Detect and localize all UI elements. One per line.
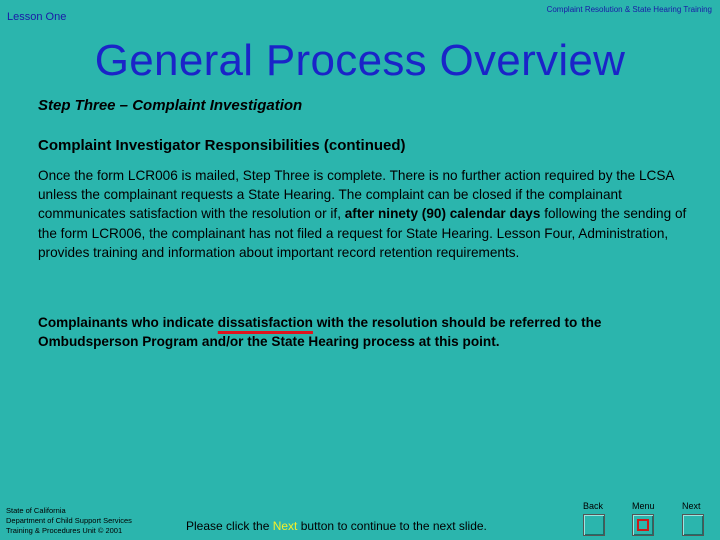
instruction-pre: Please click the [186, 519, 273, 533]
next-label: Next [682, 501, 701, 511]
instruction-post: button to continue to the next slide. [297, 519, 487, 533]
step-heading: Step Three – Complaint Investigation [38, 97, 303, 114]
menu-label: Menu [632, 501, 655, 511]
paragraph-text-1: Once the form LCR006 is mailed, Step Three is complete. There is no further action required by the LCSA unless the complainant requests a State Hearing. The complaint can be closed if the complainant communicates satisfaction with the resolution or if, [38, 168, 674, 222]
org-line-3: Training & Procedures Unit © 2001 [6, 526, 123, 535]
org-line-1: State of California [6, 506, 66, 515]
note-emphasis: dissatisfaction [217, 315, 313, 330]
menu-button[interactable] [632, 514, 654, 536]
footer-instruction [186, 519, 487, 533]
note-text-1: Complainants who indicate [38, 315, 218, 330]
referral-note [38, 313, 698, 352]
instruction-next-word: Next [272, 519, 298, 533]
note-text-2: with the resolution should be referred to the Ombudsperson Program and/or the State Hearing process at this point. [38, 315, 602, 350]
course-title: Complaint Resolution & State Hearing Training [546, 5, 712, 14]
paragraph-bold: after ninety (90) calendar days [344, 206, 541, 222]
menu-icon [637, 519, 649, 531]
back-button[interactable] [583, 514, 605, 536]
lesson-label: Lesson One [7, 11, 67, 23]
next-button[interactable] [682, 514, 704, 536]
back-label: Back [583, 501, 604, 511]
org-line-2: Department of Child Support Services [6, 516, 132, 525]
footer-organization [6, 506, 132, 536]
responsibilities-heading: Complaint Investigator Responsibilities (continued) [38, 137, 406, 154]
body-paragraph [38, 166, 693, 262]
slide-title: General Process Overview [94, 36, 626, 85]
paragraph-text-2: following the sending of the form LCR006, the complainant has not filed a request for State Hearing. Lesson Four, Administration, provides training and information about important record retention requirements. [38, 206, 687, 260]
